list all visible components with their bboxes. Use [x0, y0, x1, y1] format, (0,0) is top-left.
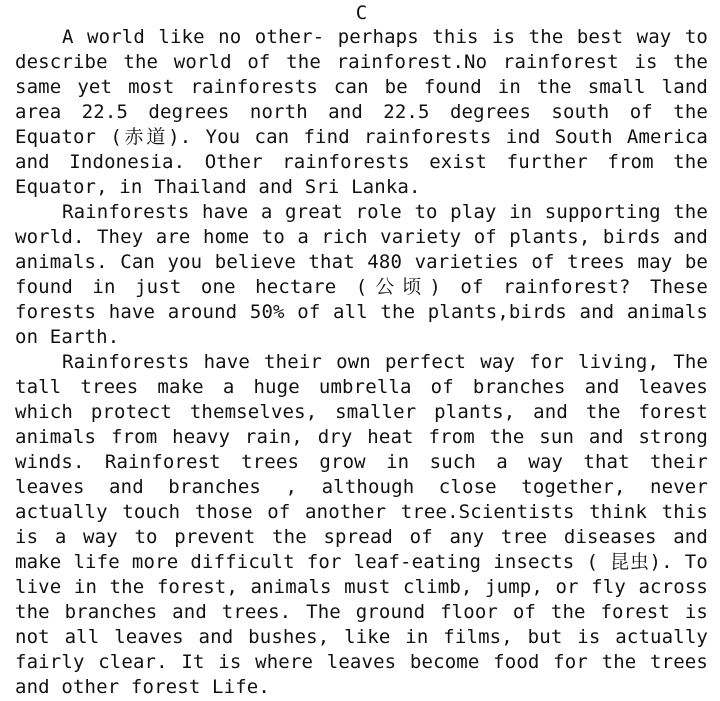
paragraph-3: Rainforests have their own perfect way for living, The tall trees make a huge umbrella of branches and leaves which protect themselves, smaller plants, and the forest animals from heavy rain, dry heat from the sun and strong winds. Rainforest trees grow in such a way that their leaves and branches , although close together, never actually touch those of another tree.Scientists think this is a way to prevent the spread of any tree diseases and make life more difficult for leaf-eating insects ( 昆虫). To live in the forest, animals must climb, jump, or fly across the branches and trees. The ground floor of the forest is not all leaves and bushes, like in films, but is actually fairly clear. It is where leaves become food for the trees and other forest Life. — [15, 351, 708, 698]
paragraph-2: Rainforests have a great role to play in supporting the world. They are home to a rich variety of plants, birds and animals. Can you believe that 480 varieties of trees may be found in just one hectare (公顷) of rainforest? These forests have around 50% of all the plants,birds and animals on Earth. — [15, 201, 708, 348]
document-page — [15, 0, 708, 700]
paragraph-1: A world like no other- perhaps this is the best way to describe the world of the rainforest.No rainforest is the same yet most rainforests can be found in the small land area 22.5 degrees north and 22.5 degrees south of the Equator (赤道). You can find rainforests ind South America and Indonesia. Other rainforests exist further from the Equator, in Thailand and Sri Lanka. — [15, 26, 708, 198]
section-heading: C — [355, 2, 368, 24]
